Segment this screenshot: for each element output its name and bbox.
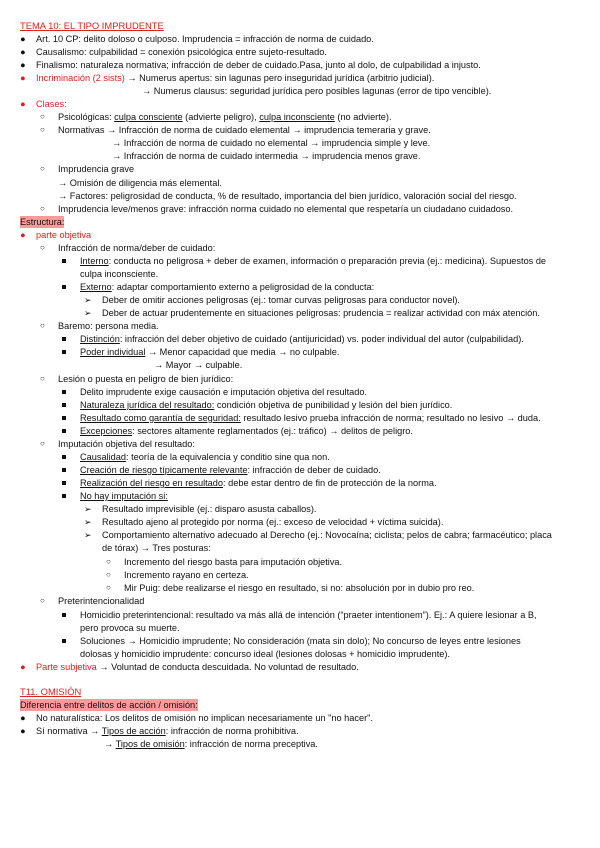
line-clausus: → Numerus clausus: seguridad jurídica pero posibles lagunas (error de tipo vencible).: [142, 86, 492, 96]
bullet-square: [62, 412, 66, 424]
realizacion-riesgo-label: Realización del riesgo en resultado: [80, 478, 224, 488]
line-incriminacion: [36, 72, 434, 84]
line-culpa-inconsciente: culpa inconsciente.: [80, 269, 159, 279]
bullet-square: [62, 477, 66, 489]
incriminacion-apertus: → Numerus apertus: sin lagunas pero inseguridad jurídica (arbitrio judicial).: [124, 73, 435, 83]
line-preterintencionalidad: Preterintencionalidad: [58, 596, 145, 606]
bullet-circle: ○: [40, 596, 45, 605]
line-no-imputacion: No hay imputación si:: [80, 491, 168, 501]
tipos-accion: Tipos de acción: [101, 726, 166, 736]
line-soluciones: Soluciones → Homicidio imprudente; No consideración (mata sin dolo); No concurso de leyes entre lesiones: [80, 636, 521, 646]
line-provoca-muerte: pero provoca su muerte.: [80, 623, 180, 633]
distincion-text: : infracción del deber objetivo de cuidado (antijuricidad) vs. poder individual del autor (culpabilidad).: [119, 334, 524, 344]
bullet-arrow: ➢: [84, 530, 92, 540]
excepciones-label: Excepciones: [80, 426, 133, 436]
line-poder-individual: [80, 346, 339, 358]
bullet-arrow: ➢: [84, 504, 92, 514]
creacion-riesgo-text: : infracción de deber de cuidado.: [247, 465, 381, 475]
causalidad-text: : teoría de la equivalencia y conditio sine qua non.: [125, 452, 330, 462]
tipos-omision-arrow: →: [104, 739, 116, 749]
heading-clases: Clases:: [36, 99, 67, 109]
externo-label: Externo: [80, 282, 112, 292]
culpa-inconsciente: culpa inconsciente: [259, 112, 335, 122]
line-concurso: dolosas y homicidio imprudente: concurso ideal (lesiones dolosas + homicidio imprudente).: [80, 649, 450, 659]
naturaleza-text: condición objetiva de punibilidad y lesión del bien jurídico.: [214, 400, 453, 410]
bullet-square: [62, 386, 66, 398]
bullet-square: [62, 399, 66, 411]
parte-subjetiva-text: → Voluntad de conducta descuidada. No voluntad de resultado.: [96, 662, 359, 672]
line-garantia: [80, 412, 541, 424]
line-deber-actuar: Deber de actuar prudentemente en situaciones peligrosas: prudencia = realizar actividad con máx atención.: [102, 308, 540, 318]
realizacion-riesgo-text: : debe estar dentro de fin de protección de la norma.: [223, 478, 437, 488]
line-causalismo: Causalismo: culpabilidad = conexión psicológica entre sujeto-resultado.: [36, 47, 327, 57]
culpa-consciente: culpa consciente: [114, 112, 183, 122]
tipos-accion-text: : infracción de norma prohibitiva.: [165, 726, 299, 736]
line-lesion: Lesión o puesta en peligro de bien jurídico:: [58, 374, 234, 384]
line-baremo: Baremo: persona media.: [58, 321, 159, 331]
garantia-label: Resultado como garantía de seguridad:: [80, 413, 241, 423]
bullet-circle: ○: [106, 583, 111, 592]
tipos-omision: Tipos de omisión: [115, 739, 185, 749]
section-title-t11: T11. OMISIÓN: [20, 686, 82, 697]
bullet-circle: ○: [40, 204, 45, 213]
incriminacion-label: Incriminación (2 sists): [36, 73, 125, 83]
line-si-normativa: [36, 725, 299, 737]
bullet-disc: ●: [20, 230, 26, 240]
line-imputacion: Imputación objetiva del resultado:: [58, 439, 195, 449]
bullet-square: [62, 609, 66, 621]
bullet-circle: ○: [40, 243, 45, 252]
externo-text: : adaptar comportamiento externo a peligrosidad de la conducta:: [111, 282, 375, 292]
bullet-square: [62, 281, 66, 293]
line-deber-omitir: Deber de omitir acciones peligrosas (ej.: tomar curvas peligrosas para conductor novel).: [102, 295, 460, 305]
line-intermedia: → Infracción de norma de cuidado intermedia → imprudencia menos grave.: [112, 151, 421, 161]
line-incremento: Incremento del riesgo basta para imputación objetiva.: [124, 557, 343, 567]
line-tres-posturas: de tórax) → Tres posturas:: [102, 543, 211, 553]
excepciones-text: : sectores altamente reglamentados (ej.: tráfico) → delitos de peligro.: [132, 426, 413, 436]
heading-estructura: Estructura:: [20, 217, 65, 227]
heading-diferencia: Diferencia entre delitos de acción / omisión:: [20, 700, 198, 710]
bullet-circle: ○: [40, 164, 45, 173]
bullet-circle: ○: [40, 321, 45, 330]
line-imprevisible: Resultado imprevisible (ej.: disparo asusta caballos).: [102, 504, 317, 514]
bullet-circle: ○: [40, 374, 45, 383]
bullet-disc: ●: [20, 726, 26, 736]
line-delito-imprudente: Delito imprudente exige causación e imputación objetiva del resultado.: [80, 387, 368, 397]
bullet-square: [62, 425, 66, 437]
line-comportamiento: Comportamiento alternativo adecuado al Derecho (ej.: Novocaína; ciclista; pelos de cabra; farmacéutico; placa: [102, 530, 552, 540]
bullet-square: [62, 635, 66, 647]
line-homicidio-preter: Homicidio preterintencional: resultado va más allá de intención (“praeter intentionem”). Ej.: A quiere lesionar a B,: [80, 610, 537, 620]
garantia-text: resultado lesivo prueba infracción de norma; resultado no lesivo → duda.: [240, 413, 541, 423]
bullet-disc: ●: [20, 662, 26, 672]
bullet-disc: ●: [20, 47, 26, 57]
line-creacion-riesgo: [80, 464, 381, 476]
bullet-disc: ●: [20, 34, 26, 44]
bullet-disc: ●: [20, 713, 26, 723]
line-parte-subjetiva: [36, 661, 359, 673]
line-rayano: Incremento rayano en certeza.: [124, 570, 249, 580]
bullet-circle: ○: [40, 112, 45, 121]
line-excepciones: [80, 425, 413, 437]
line-mayor: → Mayor → culpable.: [154, 360, 243, 370]
line-normativas: Normativas → Infracción de norma de cuidado elemental → imprudencia temeraria y grave.: [58, 125, 431, 135]
bullet-square: [62, 490, 66, 502]
causalidad-label: Causalidad: [80, 452, 126, 462]
naturaleza-label: Naturaleza jurídica del resultado:: [80, 400, 215, 410]
bullet-square: [62, 464, 66, 476]
bullet-square: [62, 451, 66, 463]
bullet-square: [62, 333, 66, 345]
bullet-circle: ○: [40, 125, 45, 134]
line-ajeno: Resultado ajeno al protegido por norma (ej.: exceso de velocidad + víctima suicida).: [102, 517, 444, 527]
line-no-elemental: → Infracción de norma de cuidado no elemental → imprudencia simple y leve.: [112, 138, 431, 148]
line-no-naturalistica: No naturalística: Los delitos de omisión no implican necesariamente un "no hacer".: [36, 713, 373, 723]
parte-subjetiva-label: Parte subjetiva: [36, 662, 97, 672]
line-naturaleza: [80, 399, 452, 411]
line-art10: Art. 10 CP: delito doloso o culposo. Imprudencia = infracción de norma de cuidado.: [36, 34, 374, 44]
heading-parte-objetiva: parte objetiva: [36, 230, 92, 240]
interno-text: : conducta no peligrosa + deber de examen, información o preparación previa (ej.: medicina). Supuestos de: [108, 256, 547, 266]
tipos-omision-text: : infracción de norma preceptiva.: [184, 739, 318, 749]
bullet-disc: ●: [20, 73, 26, 83]
bullet-square: [62, 255, 66, 267]
psicologicas-label: Psicológicas:: [58, 112, 115, 122]
bullet-square: [62, 346, 66, 358]
line-tipos-omision: [104, 738, 318, 750]
line-imprudencia-grave: Imprudencia grave: [58, 164, 135, 174]
bullet-arrow: ➢: [84, 308, 92, 318]
poder-individual-label: Poder individual: [80, 347, 146, 357]
section-title-t10: TEMA 10: EL TIPO IMPRUDENTE: [20, 20, 164, 31]
line-omision-diligencia: → Omisión de diligencia más elemental.: [58, 178, 222, 188]
line-externo: [80, 281, 374, 293]
line-interno: [80, 255, 546, 267]
line-psicologicas: [58, 111, 392, 123]
creacion-riesgo-label: Creación de riesgo típicamente relevante: [80, 465, 248, 475]
bullet-disc: ●: [20, 99, 26, 109]
bullet-circle: ○: [106, 557, 111, 566]
bullet-arrow: ➢: [84, 295, 92, 305]
bullet-circle: ○: [40, 439, 45, 448]
psicologicas-mid: (advierte peligro),: [182, 112, 260, 122]
interno-label: Interno: [80, 256, 109, 266]
bullet-disc: ●: [20, 60, 26, 70]
si-normativa-label: Sí normativa →: [36, 726, 102, 736]
line-imprudencia-leve: Imprudencia leve/menos grave: infracción norma cuidado no elemental que respetaría un ciudadano cuidadoso.: [58, 204, 514, 214]
poder-individual-text: → Menor capacidad que media → no culpable.: [145, 347, 340, 357]
line-infraccion-norma: Infracción de norma/deber de cuidado:: [58, 243, 216, 253]
psicologicas-end: (no advierte).: [334, 112, 392, 122]
bullet-circle: ○: [106, 570, 111, 579]
distincion-label: Distinción: [80, 334, 120, 344]
line-factores: → Factores: peligrosidad de conducta, % de resultado, importancia del bien jurídico, valoración social del riesgo.: [58, 191, 517, 201]
bullet-arrow: ➢: [84, 517, 92, 527]
line-distincion: [80, 333, 524, 345]
line-finalismo: Finalismo: naturaleza normativa; infracción de deber de cuidado.Pasa, junto al dolo, de culpabilidad a injusto.: [36, 60, 481, 70]
line-realizacion-riesgo: [80, 477, 437, 489]
line-causalidad: [80, 451, 330, 463]
line-mir-puig: Mir Puig: debe realizarse el riesgo en resultado, si no: absolución por in dubio pro reo.: [124, 583, 475, 593]
